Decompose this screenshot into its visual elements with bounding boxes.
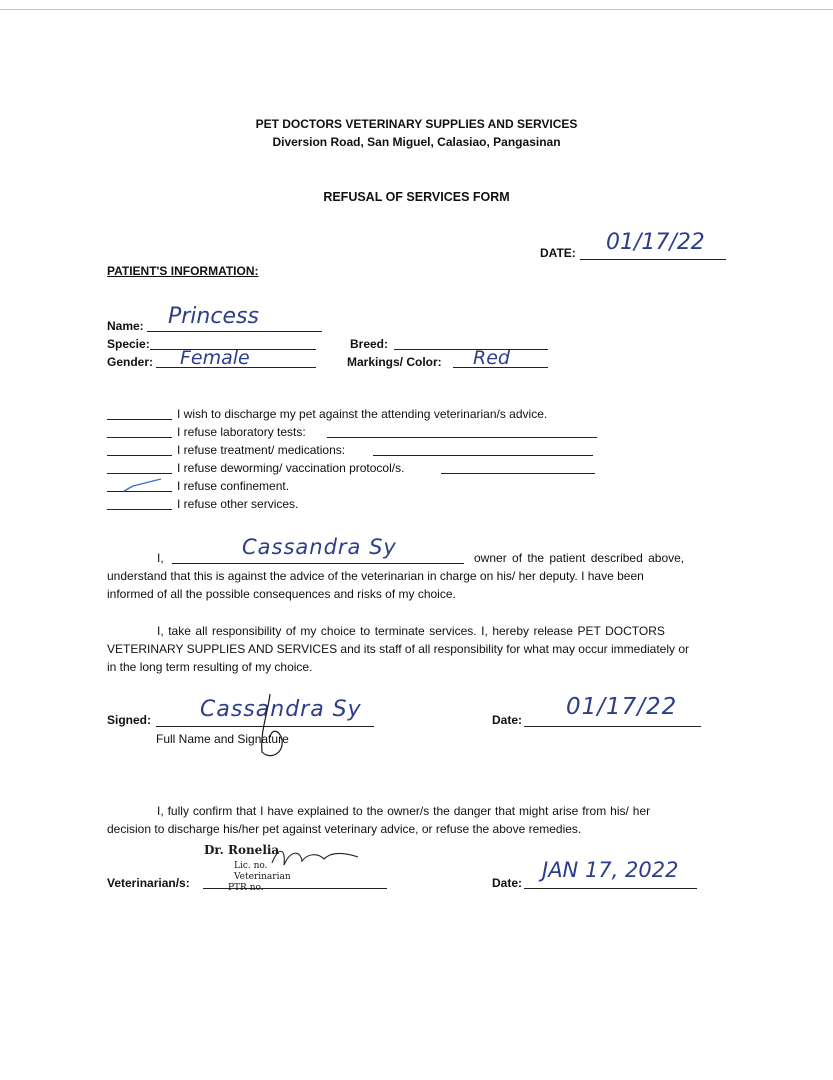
veterinarian-stamp — [200, 843, 360, 899]
option-label: I refuse other services. — [177, 497, 299, 511]
option-row[interactable] — [107, 407, 607, 423]
markings-label: Markings/ Color: — [347, 355, 442, 369]
signature-loop-icon — [240, 692, 320, 762]
option-row[interactable] — [107, 443, 607, 459]
name-value[interactable]: Princess — [168, 304, 259, 329]
checkmark-icon — [121, 477, 165, 493]
confirmation-line1: I, fully confirm that I have explained to the owner/s the danger that might arise from his/ her — [157, 804, 651, 818]
name-line — [147, 331, 322, 332]
markings-value[interactable]: Red — [473, 347, 510, 369]
clinic-name: PET DOCTORS VETERINARY SUPPLIES AND SERVICES — [255, 117, 578, 131]
option-blank[interactable] — [107, 509, 172, 510]
option-detail-line[interactable] — [373, 455, 593, 456]
release-line1: I, take all responsibility of my choice to terminate services. I, hereby release PET DOCTORS — [157, 624, 665, 638]
statement-prefix: I, — [157, 551, 164, 565]
breed-label: Breed: — [350, 337, 389, 351]
option-blank[interactable] — [107, 437, 172, 438]
patient-info-heading: PATIENT'S INFORMATION: — [107, 264, 259, 278]
option-row[interactable] — [107, 497, 607, 513]
option-detail-line[interactable] — [441, 473, 595, 474]
stamp-license: Lic. no. — [234, 861, 268, 871]
option-blank[interactable] — [107, 473, 172, 474]
stamp-title: Veterinarian — [234, 872, 291, 882]
option-row[interactable] — [107, 461, 607, 477]
stamp-name: Dr. Ronelia — [204, 843, 280, 857]
breed-line — [394, 349, 548, 350]
option-label: I wish to discharge my pet against the attending veterinarian/s advice. — [177, 407, 548, 421]
signature-date-label: Date: — [492, 713, 523, 727]
option-blank[interactable] — [107, 419, 172, 420]
release-line3: in the long term resulting of my choice. — [107, 660, 313, 674]
signature-date-value[interactable]: 01/17/22 — [566, 694, 678, 720]
gender-value[interactable]: Female — [180, 347, 250, 369]
option-label: I refuse treatment/ medications: — [177, 443, 346, 457]
signature-date-line — [524, 726, 701, 727]
date-line — [580, 259, 726, 260]
option-label: I refuse deworming/ vaccination protocol/s. — [177, 461, 405, 475]
stamp-ptr: PTR no. — [228, 883, 264, 893]
option-label: I refuse confinement. — [177, 479, 290, 493]
date-label: DATE: — [540, 246, 576, 260]
name-label: Name: — [107, 319, 144, 333]
scan-edge-line — [0, 9, 833, 10]
option-blank[interactable] — [107, 455, 172, 456]
specie-label: Specie: — [107, 337, 150, 351]
signature-caption: Full Name and Signature — [156, 732, 289, 746]
vet-signature-icon — [266, 843, 376, 883]
owner-name-line — [172, 563, 464, 564]
signed-label: Signed: — [107, 713, 151, 727]
veterinarian-label: Veterinarian/s: — [107, 876, 190, 890]
statement-line1-suffix: owner of the patient described above, — [474, 551, 685, 565]
owner-name-value[interactable]: Cassandra Sy — [242, 535, 397, 559]
statement-line2: understand that this is against the advice of the veterinarian in charge on his/ her deputy. I have been — [107, 569, 644, 583]
statement-line3: informed of all the possible consequences and risks of my choice. — [107, 587, 456, 601]
option-detail-line[interactable] — [327, 437, 597, 438]
option-row[interactable] — [107, 479, 607, 495]
clinic-address: Diversion Road, San Miguel, Calasiao, Pangasinan — [272, 135, 561, 149]
option-label: I refuse laboratory tests: — [177, 425, 306, 439]
confirmation-line2: decision to discharge his/her pet against veterinary advice, or refuse the above remedies. — [107, 822, 582, 836]
vet-date-line — [524, 888, 697, 889]
vet-date-label: Date: — [492, 876, 523, 890]
vet-date-value[interactable]: JAN 17, 2022 — [542, 858, 679, 882]
date-value[interactable]: 01/17/22 — [606, 230, 705, 255]
gender-label: Gender: — [107, 355, 154, 369]
signature-value[interactable]: Cassandra Sy — [200, 697, 362, 722]
release-line2: VETERINARY SUPPLIES AND SERVICES and its staff of all responsibility for what may occur immediately or — [107, 642, 690, 656]
form-title: REFUSAL OF SERVICES FORM — [323, 190, 510, 204]
option-row[interactable] — [107, 425, 607, 441]
